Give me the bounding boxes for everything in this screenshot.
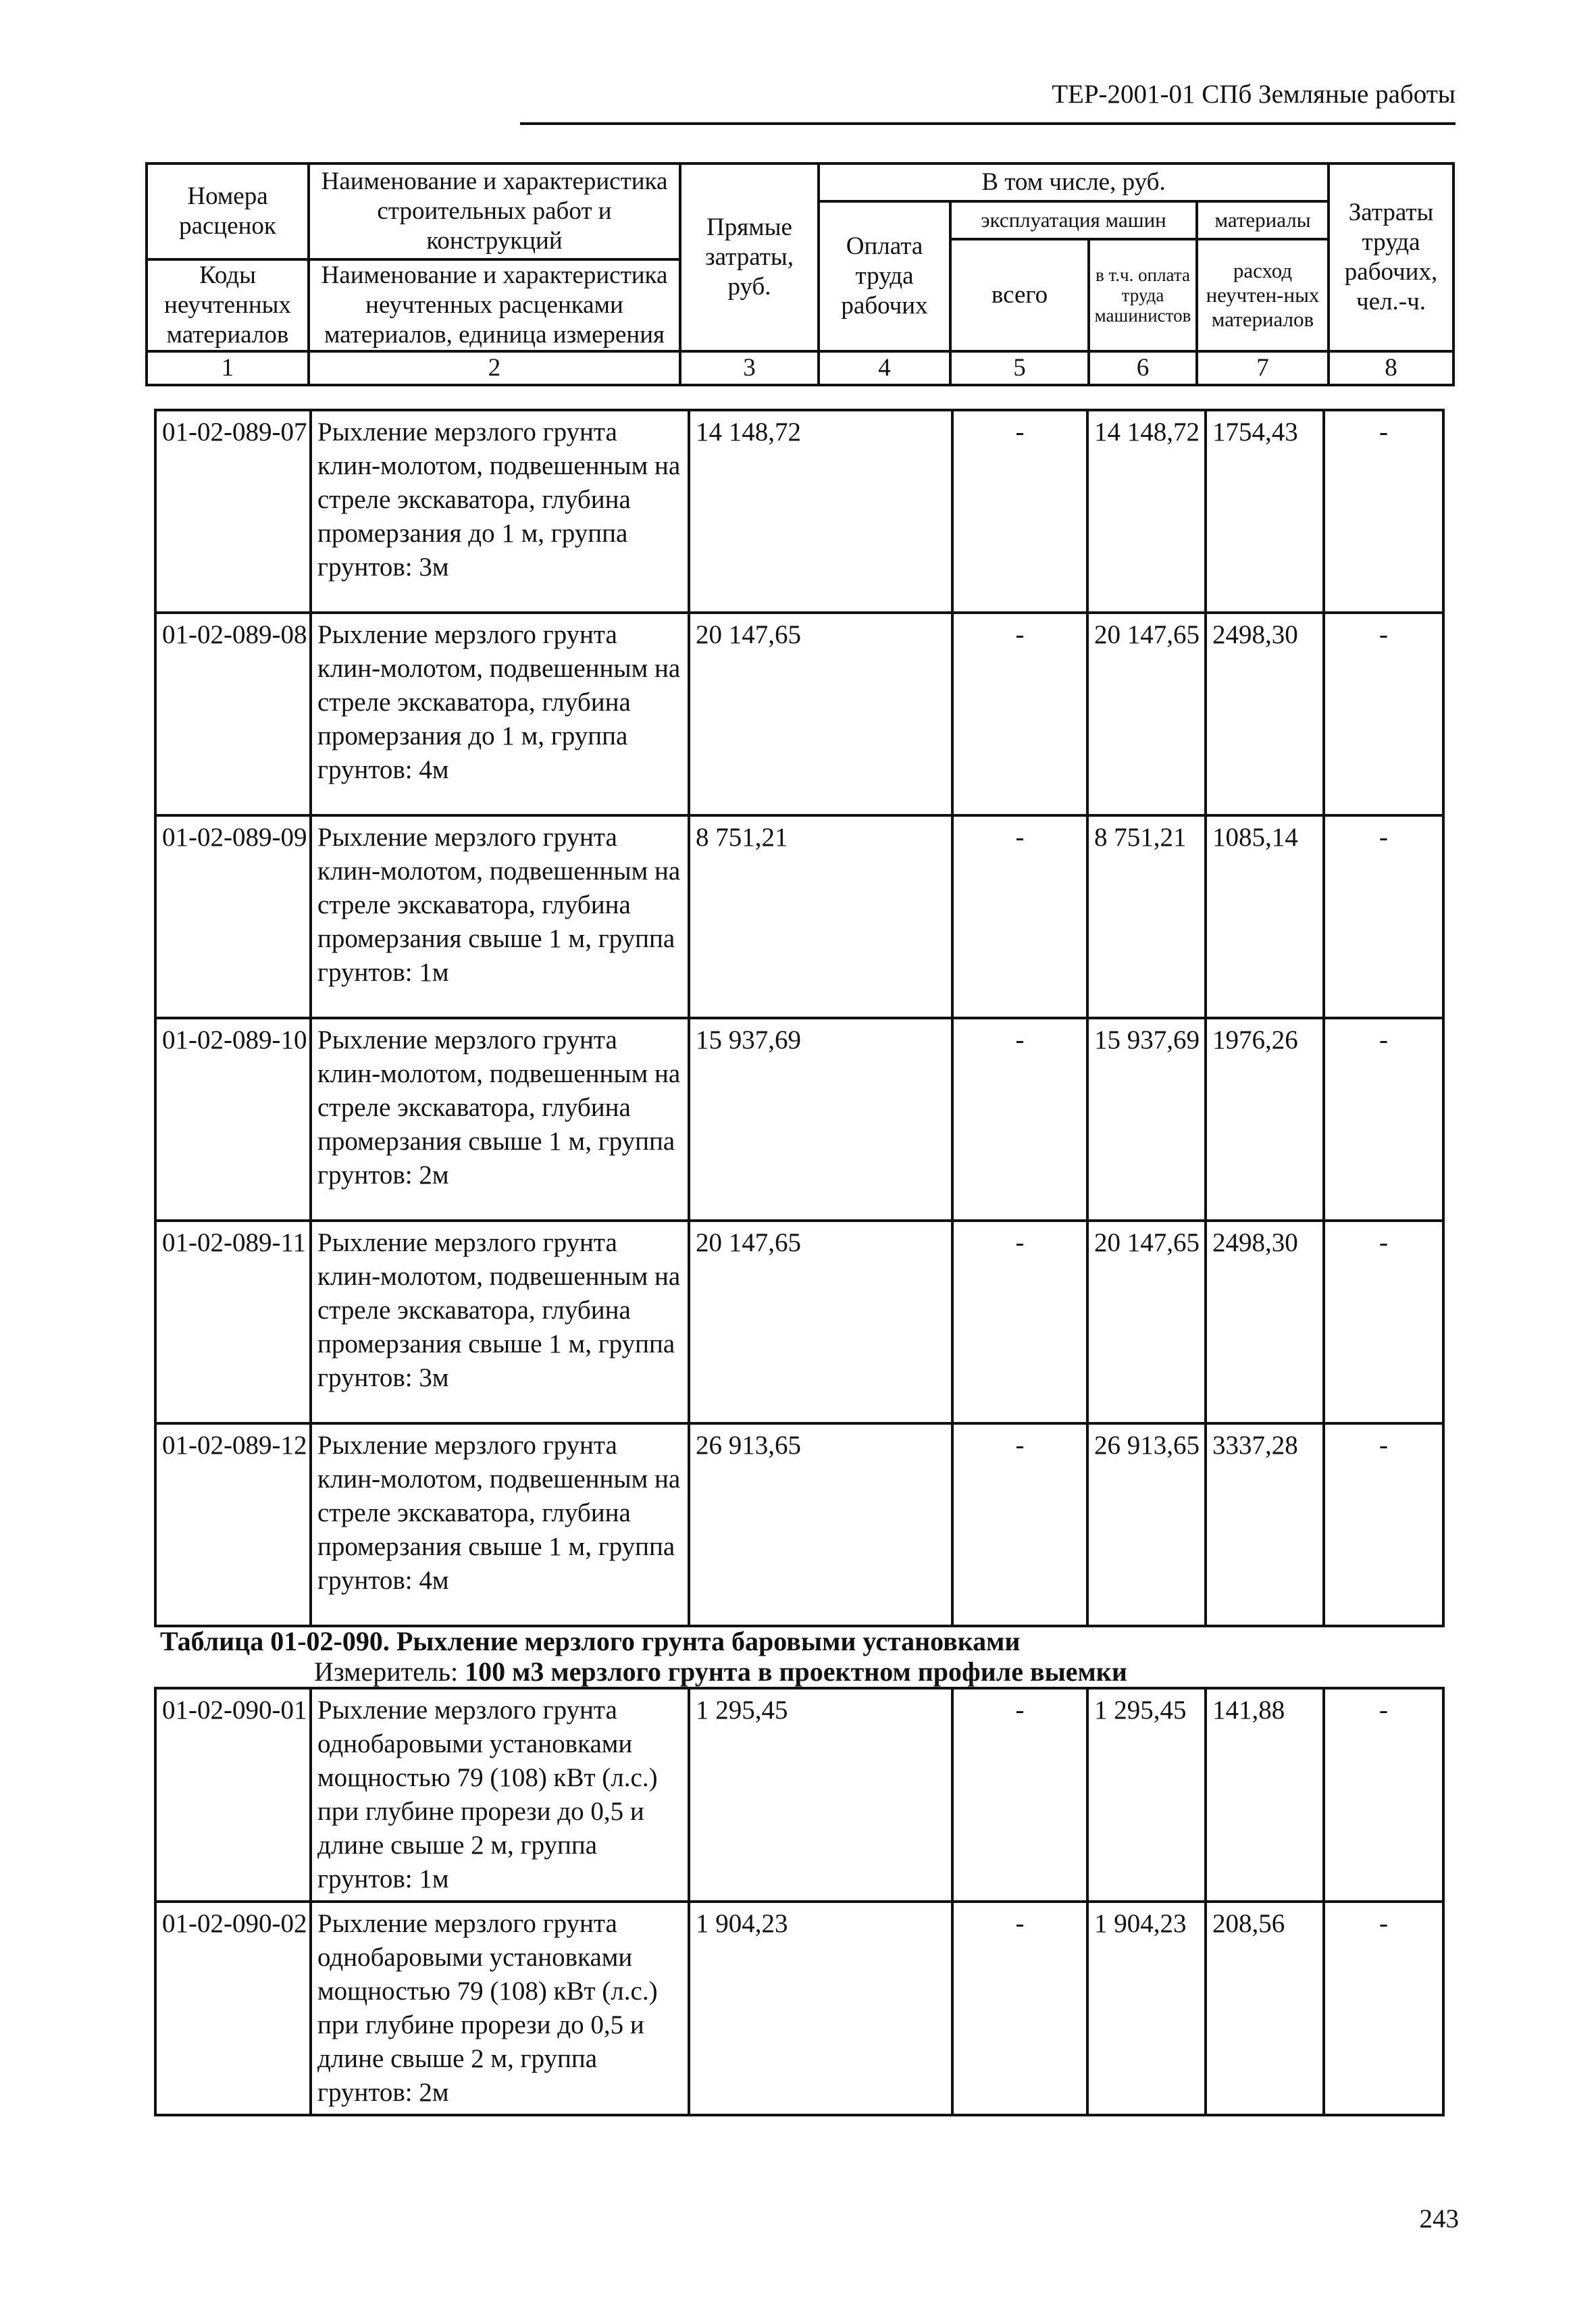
direct-costs: 1 295,45	[689, 1688, 952, 1902]
materials-cell: -	[1324, 1221, 1443, 1423]
work-description: Рыхление мерзлого грунта клин-молотом, подвешенным на стреле экскаватора, глубина промерзания свыше 1 м, группа грунтов: 2м	[311, 1018, 689, 1221]
machines-total: 8 751,21	[1087, 815, 1206, 1018]
header-materials: материалы	[1197, 201, 1329, 239]
materials-cell: -	[1324, 1018, 1443, 1221]
work-description: Рыхление мерзлого грунта клин-молотом, подвешенным на стреле экскаватора, глубина промерзания до 1 м, группа грунтов: 3м	[311, 410, 689, 613]
column-number: 2	[309, 351, 680, 385]
machines-total: 20 147,65	[1087, 1221, 1206, 1423]
operators-pay: 2498,30	[1206, 613, 1324, 815]
operators-pay: 1085,14	[1206, 815, 1324, 1018]
table-row	[155, 1423, 1443, 1626]
direct-costs: 1 904,23	[689, 1902, 952, 2115]
machines-total: 1 904,23	[1087, 1902, 1206, 2115]
unit-prefix: Измеритель:	[314, 1656, 465, 1687]
labor-pay: -	[952, 410, 1087, 613]
rates-table-090	[154, 1687, 1445, 2116]
operators-pay: 141,88	[1206, 1688, 1324, 1902]
table-row	[155, 1902, 1443, 2115]
header-material-codes: Коды неучтенных материалов	[147, 259, 309, 351]
rate-code: 01-02-089-09	[155, 815, 311, 1018]
column-number: 8	[1329, 351, 1453, 385]
column-number: 6	[1089, 351, 1197, 385]
materials-cell: -	[1324, 1423, 1443, 1626]
machines-total: 20 147,65	[1087, 613, 1206, 815]
header-machines: эксплуатация машин	[950, 201, 1197, 239]
column-number: 1	[147, 351, 309, 385]
unit-value: 100 м3 мерзлого грунта в проектном профиле выемки	[465, 1656, 1127, 1687]
column-number: 3	[680, 351, 819, 385]
column-number: 4	[819, 351, 950, 385]
column-number: 5	[950, 351, 1089, 385]
rate-code: 01-02-089-12	[155, 1423, 311, 1626]
labor-pay: -	[952, 815, 1087, 1018]
header-operators-pay: в т.ч. оплата труда машинистов	[1089, 239, 1197, 351]
operators-pay: 3337,28	[1206, 1423, 1324, 1626]
header-including: В том числе, руб.	[819, 163, 1329, 201]
direct-costs: 15 937,69	[689, 1018, 952, 1221]
operators-pay: 1754,43	[1206, 410, 1324, 613]
rate-code: 01-02-089-11	[155, 1221, 311, 1423]
header-direct-costs: Прямые затраты, руб.	[680, 163, 819, 351]
work-description: Рыхление мерзлого грунта однобаровыми установками мощностью 79 (108) кВт (л.с.) при глубине прорези до 0,5 и длине свыше 2 м, группа грунтов: 1м	[311, 1688, 689, 1902]
direct-costs: 20 147,65	[689, 613, 952, 815]
materials-cell: -	[1324, 815, 1443, 1018]
table-row	[155, 815, 1443, 1018]
direct-costs: 26 913,65	[689, 1423, 952, 1626]
section-unit	[314, 1656, 1127, 1688]
work-description: Рыхление мерзлого грунта клин-молотом, подвешенным на стреле экскаватора, глубина промерзания свыше 1 м, группа грунтов: 4м	[311, 1423, 689, 1626]
direct-costs: 14 148,72	[689, 410, 952, 613]
materials-cell: -	[1324, 1688, 1443, 1902]
rate-code: 01-02-089-10	[155, 1018, 311, 1221]
operators-pay: 1976,26	[1206, 1018, 1324, 1221]
header-material-names: Наименование и характеристика неучтенных расценками материалов, единица измерения	[309, 259, 680, 351]
work-description: Рыхление мерзлого грунта клин-молотом, подвешенным на стреле экскаватора, глубина промерзания свыше 1 м, группа грунтов: 3м	[311, 1221, 689, 1423]
work-description: Рыхление мерзлого грунта клин-молотом, подвешенным на стреле экскаватора, глубина промерзания до 1 м, группа грунтов: 4м	[311, 613, 689, 815]
table-row	[155, 1688, 1443, 1902]
header-machines-total: всего	[950, 239, 1089, 351]
page-number: 243	[1419, 2204, 1459, 2233]
materials-cell: -	[1324, 410, 1443, 613]
machines-total: 1 295,45	[1087, 1688, 1206, 1902]
direct-costs: 20 147,65	[689, 1221, 952, 1423]
machines-total: 26 913,65	[1087, 1423, 1206, 1626]
column-header-table	[145, 162, 1455, 386]
table-row	[155, 410, 1443, 613]
labor-pay: -	[952, 1221, 1087, 1423]
header-labor-pay: Оплата труда рабочих	[819, 201, 950, 351]
section-title: Таблица 01-02-090. Рыхление мерзлого грунта баровыми установками	[160, 1626, 1021, 1656]
materials-cell: -	[1324, 1902, 1443, 2115]
labor-pay: -	[952, 1902, 1087, 2115]
table-row	[155, 613, 1443, 815]
table-row	[155, 1221, 1443, 1423]
operators-pay: 2498,30	[1206, 1221, 1324, 1423]
work-description: Рыхление мерзлого грунта клин-молотом, подвешенным на стреле экскаватора, глубина промерзания свыше 1 м, группа грунтов: 1м	[311, 815, 689, 1018]
table-row	[155, 1018, 1443, 1221]
work-description: Рыхление мерзлого грунта однобаровыми установками мощностью 79 (108) кВт (л.с.) при глубине прорези до 0,5 и длине свыше 2 м, группа грунтов: 2м	[311, 1902, 689, 2115]
header-rate-number: Номера расценок	[147, 163, 309, 259]
labor-pay: -	[952, 1688, 1087, 1902]
rate-code: 01-02-090-02	[155, 1902, 311, 2115]
labor-pay: -	[952, 613, 1087, 815]
rate-code: 01-02-090-01	[155, 1688, 311, 1902]
rate-code: 01-02-089-07	[155, 410, 311, 613]
column-number: 7	[1197, 351, 1329, 385]
machines-total: 15 937,69	[1087, 1018, 1206, 1221]
rates-table-089	[154, 409, 1445, 1627]
labor-pay: -	[952, 1423, 1087, 1626]
labor-pay: -	[952, 1018, 1087, 1221]
header-unaccounted-materials: расход неучтен-ных материалов	[1197, 239, 1329, 351]
running-header: ТЕР-2001-01 СПб Земляные работы	[520, 78, 1456, 125]
header-labor-hours: Затраты труда рабочих, чел.-ч.	[1329, 163, 1453, 351]
materials-cell: -	[1324, 613, 1443, 815]
operators-pay: 208,56	[1206, 1902, 1324, 2115]
header-work-name: Наименование и характеристика строительных работ и конструкций	[309, 163, 680, 259]
rate-code: 01-02-089-08	[155, 613, 311, 815]
direct-costs: 8 751,21	[689, 815, 952, 1018]
machines-total: 14 148,72	[1087, 410, 1206, 613]
